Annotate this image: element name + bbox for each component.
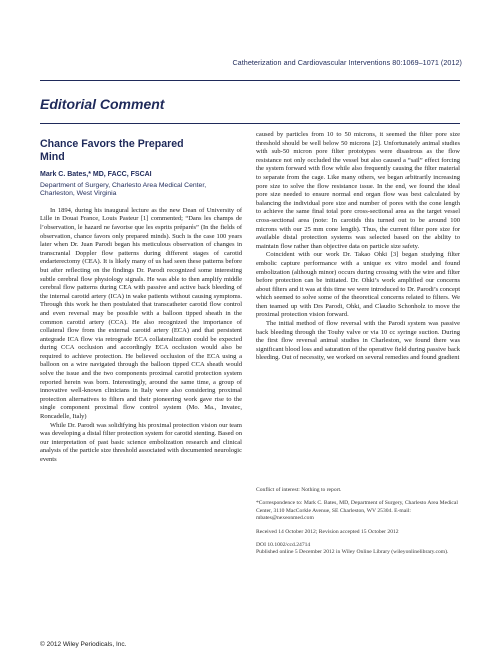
body-paragraph: The initial method of flow reversal with the Parodi system was passive back bleeding through the Touhy valve or via 10 cc syringe suction. During the first flow reversal animal studies in Charleston, we found there was significant blood loss and saturation of the operative field during passive back bleeding. Out of necessity, we worked on several remedies and found gradient — [256, 320, 460, 362]
footnotes — [256, 487, 460, 563]
conflict-note: Conflict of interest: Nothing to report. — [256, 487, 342, 493]
correspondence-note: *Correspondence to: Mark C. Bates, MD, Department of Surgery, Charlesto Area Medical Center, 3110 MacCorkle Avenue, SE Charleston, WV 25304. E-mail: mbates@nexeonmed.com — [256, 500, 458, 522]
section-rule-bottom — [40, 123, 460, 124]
article-title: Chance Favors the Prepared Mind — [40, 138, 184, 163]
section-rule-top — [40, 80, 460, 81]
body-paragraph: While Dr. Parodi was solidifying his proximal protection vision our team was developing a distal filter protection system for carotid stenting. Based on our interpretation of past basic science embolization research and clinical analysis of the particle size threshold associated with documented neurologic events — [40, 421, 242, 463]
section-label: Editorial Comment — [40, 96, 165, 112]
received-note: Received 14 October 2012; Revision accepted 15 October 2012 — [256, 528, 399, 535]
right-column — [256, 131, 460, 363]
journal-header: Catheterization and Cardiovascular Interventions 80:1069–1071 (2012) — [232, 58, 462, 67]
article-author: Mark C. Bates,* MD, FACC, FSCAI — [40, 171, 152, 178]
copyright-line: © 2012 Wiley Periodicals, Inc. — [40, 641, 127, 648]
body-paragraph: Coincident with our work Dr. Takao Ohki [3] began studying filter embolic capture performance with a unique ex vitro model and found embolization (although minor) occurs during crossing with the wire and filter before protection can be initiated. Dr. Ohki’s work amplified our concerns about filters and it was at this time we were introduced to Dr. Parodi’s concept which seemed to solve some of the theoretical concerns related to filters. We then teamed up with Drs Parodi, Ohki, and Claudio Schonholz to move the proximal protection vision forward. — [256, 251, 460, 319]
author-affiliation: Department of Surgery, Charlesto Area Medical Center, Charleston, West Virginia — [40, 181, 207, 198]
body-paragraph: caused by particles from 10 to 50 microns, it seemed the filter pore size threshold should be well below 50 microns [2]. Unfortunately animal studies with sub-50 micron pore filter prototypes were disastrous as the flow resistance not only occluded the vessel but also caused a “sail” effect forcing the system forward with flow while also frequently causing the filter material to separate from the cage. Like many others, we began arbitrarily increasing pore size to solve the flow resistance issue. In the end, we found the ideal pore size needed to ensure normal end organ flow was best calculated by balancing the individual pore size and number of pores with the cone length to achieve the same final total pore cross-sectional area as the target vessel cross-sectional area (note: In carotids this turned out to be around 100 microns with our 25 mm cone length). Thus, the current filter pore size for available distal protection systems was selected based on the ability to maintain flow rather than objective data on particle size safety. — [256, 131, 460, 250]
published-note: Published online 5 December 2012 in Wiley Online Library (wileyonlinelibrary.com). — [256, 549, 449, 556]
left-column — [40, 131, 242, 465]
body-paragraph: In 1894, during his inaugural lecture as the new Dean of University of Lille in Douai France, Louis Pasteur [1] commented; “Dans les champs de l’observation, le hazard ne favorise que les esprits préparés” (In the fields of observation, chance favors only prepared minds). Such is the case 100 years later when Dr. Juan Parodi began his meticulous observation of changes in transcranial Doppler flow patterns during different stages of carotid endarterectomy (CEA). It is likely many of us had seen these patterns before but after reflecting on the findings Dr. Parodi recognized some interesting subtle cerebral flow physiology signals. He was able to then amplify middle cerebral flow patterns during CEA with passive and active back bleeding of the internal carotid artery (ICA) in wake patients without causing symptoms. Through this work he then postulated that transcatheter carotid flow control and even reversal may be possible with a balloon tipped sheath in the common carotid artery (CCA). He also recognized the importance of collateral flow from the external carotid artery (ECA) and that persistent antegrade ICA flow via retrograde ECA collateralization could be expected during CCA occlusion and accordingly ECA occlusion would also be required to achieve protection. He believed occlusion of the ECA using a balloon on a wire navigated through the balloon tipped CCA sheath would solve the issue and the two components proximal carotid protection system reported herein was born. Interestingly, around the same time, a group of innovative well-known clinicians in Italy were also considering proximal protection alternatives to filters and their pioneering work gave rise to the single component proximal flow control system (Mo. Ma., Invatec, Roncadelle, Italy) — [40, 206, 242, 421]
doi-note: DOI 10.1002/ccd.24714 — [256, 542, 311, 549]
